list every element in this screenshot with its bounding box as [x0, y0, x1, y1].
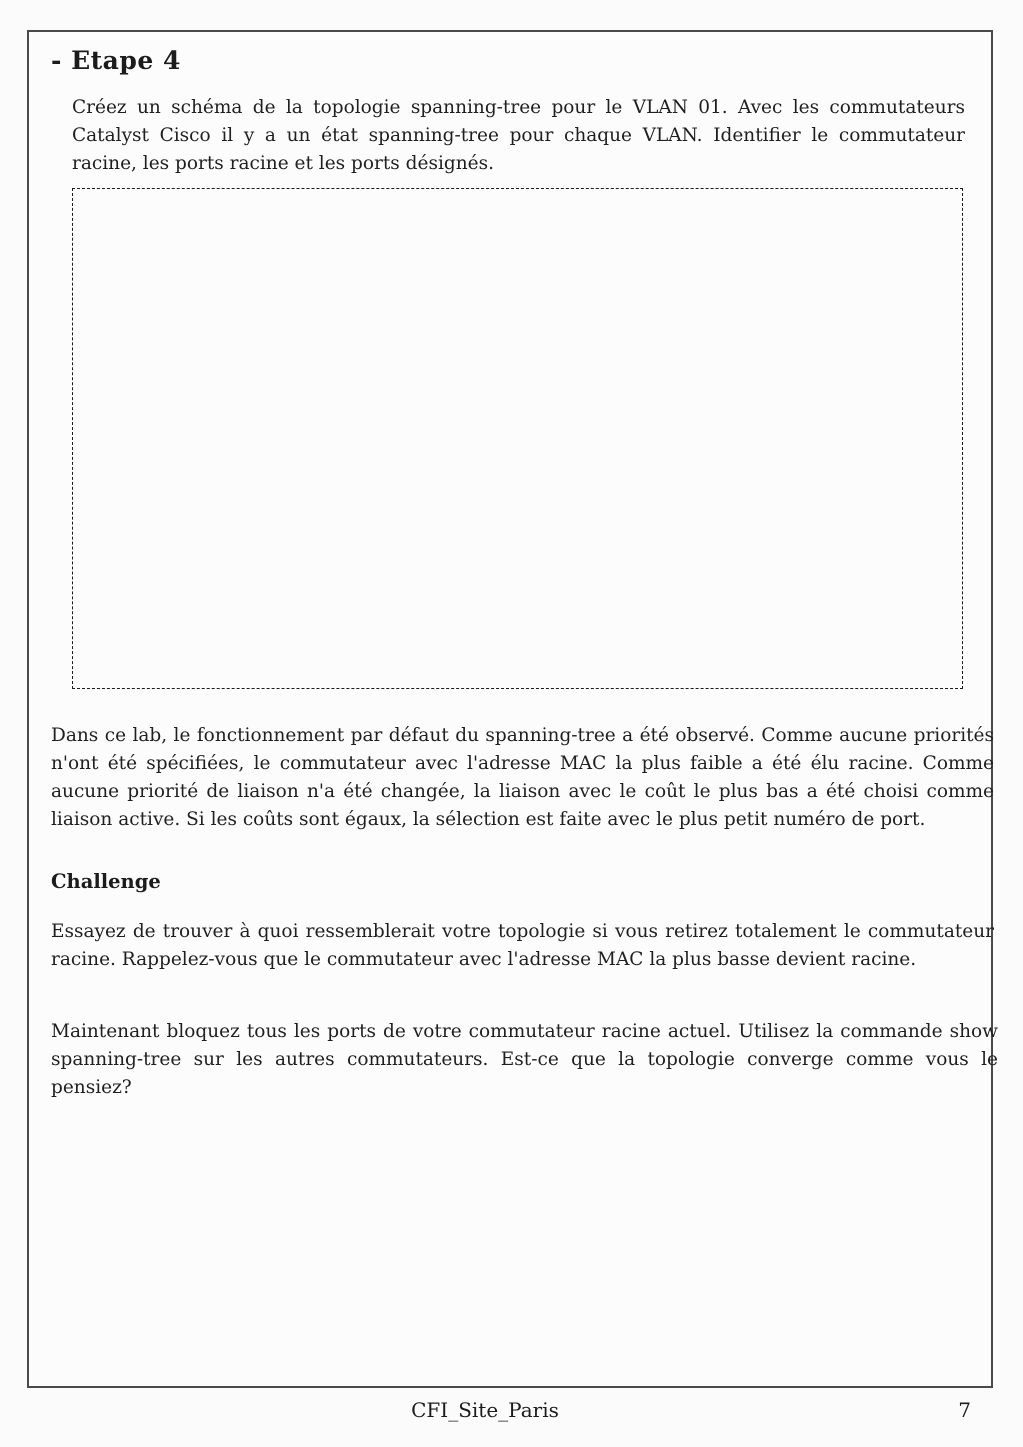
topology-drawing-area — [72, 188, 963, 689]
intro-paragraph: Créez un schéma de la topologie spanning-tree pour le VLAN 01. Avec les commutateurs Catalyst Cisco il y a un état spanning-tree pour chaque VLAN. Identifier le commutateur racine, les ports racine et les ports désignés. — [72, 97, 965, 174]
observation-paragraph: Dans ce lab, le fonctionnement par défaut du spanning-tree a été observé. Comme aucune priorités n'ont été spécifiées, le commutateur avec l'adresse MAC la plus faible a été élu racine. Comme aucune priorité de liaison n'a été changée, la liaison avec le coût le plus bas a été choisi comme liaison active. Si les coûts sont égaux, la sélection est faite avec le plus petit numéro de port. — [51, 725, 994, 830]
page-border-frame — [27, 30, 998, 1388]
step-heading: - Etape 4 — [51, 46, 181, 75]
challenge-paragraph-2: Maintenant bloquez tous les ports de votre commutateur racine actuel. Utilisez la commande show spanning-tree sur les autres commutateurs. Est-ce que la topologie converge comme vous le pensiez? — [51, 1021, 998, 1098]
footer-document-name: CFI_Site_Paris — [411, 1398, 559, 1422]
footer-page-number: 7 — [958, 1398, 971, 1422]
page-footer — [27, 1398, 993, 1430]
challenge-paragraph-1: Essayez de trouver à quoi ressemblerait votre topologie si vous retirez totalement le commutateur racine. Rappelez-vous que le commutateur avec l'adresse MAC la plus basse devient racine. — [51, 921, 994, 970]
challenge-heading: Challenge — [51, 870, 161, 893]
